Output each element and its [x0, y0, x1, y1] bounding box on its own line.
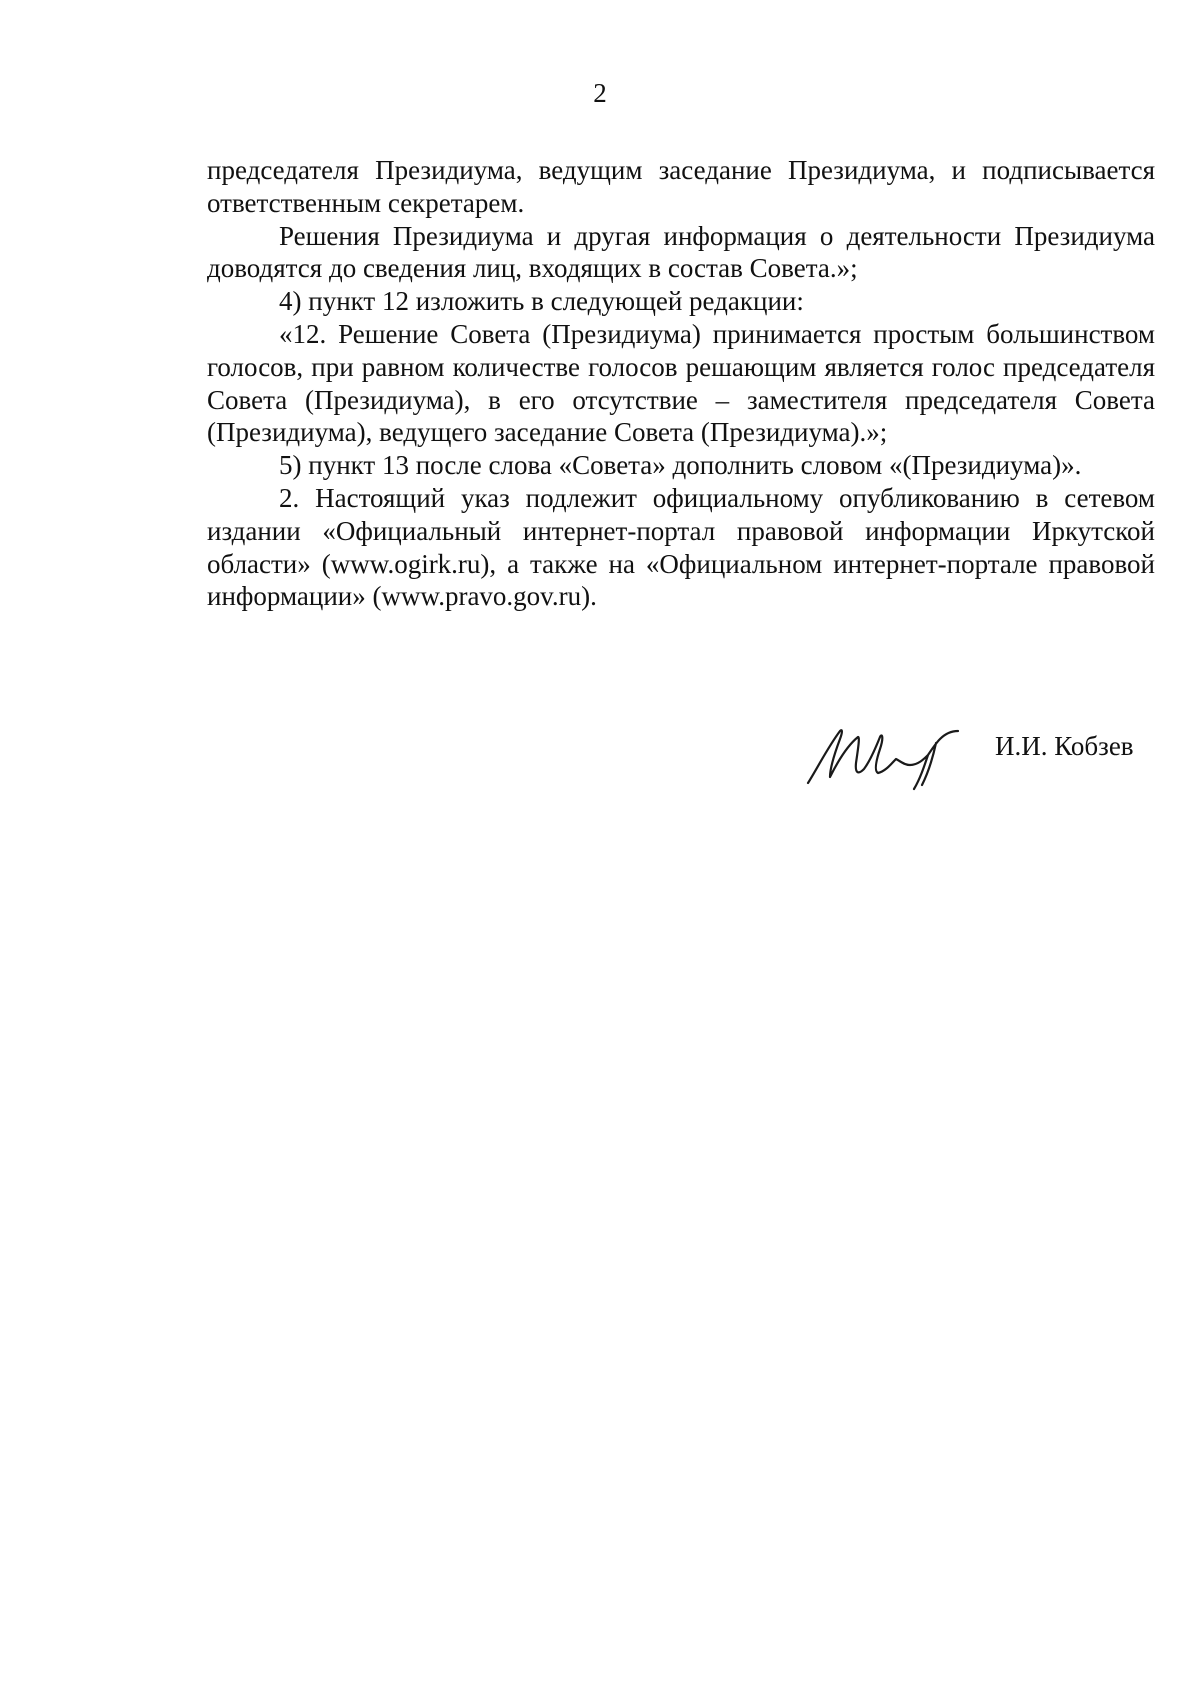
document-body: [207, 154, 1155, 613]
paragraph-4: «12. Решение Совета (Президиума) принимается простым большинством голосов, при равном количестве голосов решающим является голос председателя Совета (Президиума), в его отсутствие – заместителя председателя Совета (Президиума), ведущего заседание Совета (Президиума).»;: [207, 318, 1155, 448]
paragraph-1: председателя Президиума, ведущим заседание Президиума, и подписывается ответственным секретарем.: [207, 155, 1155, 218]
paragraph-5: 5) пункт 13 после слова «Совета» дополнить словом «(Президиума)».: [279, 450, 1082, 481]
paragraph-6: 2. Настоящий указ подлежит официальному опубликованию в сетевом издании «Официальный интернет-портал правовой информации Иркутской области» (www.ogirk.ru), а также на «Официальном интернет-портале правовой информации» (www.pravo.gov.ru).: [207, 482, 1155, 612]
page-number: 2: [593, 78, 607, 108]
paragraph-2: Решения Президиума и другая информация о деятельности Президиума доводятся до сведения лиц, входящих в состав Совета.»;: [207, 220, 1155, 284]
signature-block: [800, 715, 1160, 795]
paragraph-3: 4) пункт 12 изложить в следующей редакции:: [279, 286, 804, 317]
handwritten-signature-icon: [800, 715, 1000, 795]
signer-name: И.И. Кобзев: [995, 731, 1134, 761]
